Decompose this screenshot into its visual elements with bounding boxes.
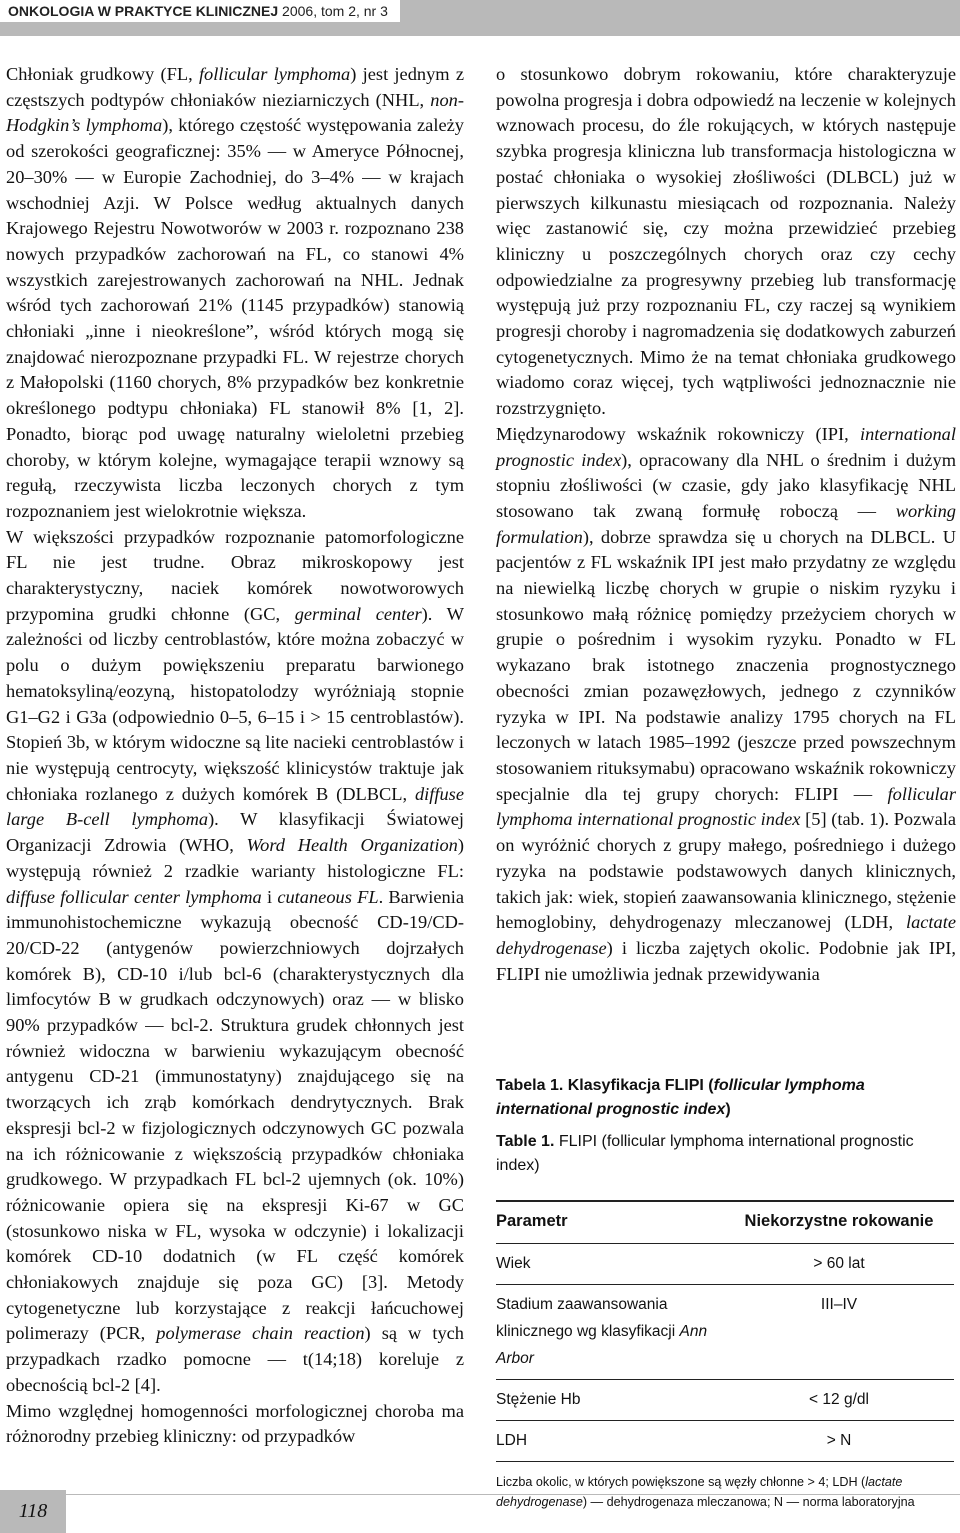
table-cell-value: < 12 g/dl (724, 1380, 954, 1421)
table-cell-value: > N (724, 1421, 954, 1462)
paragraph-pathology (6, 525, 464, 1399)
journal-issue: 2006, tom 2, nr 3 (282, 3, 388, 19)
text-run-italic: international prognostic index (496, 423, 956, 470)
caption-text: Klasyfikacja FLIPI ( (563, 1077, 714, 1094)
footnote-text: Liczba okolic, w których powiększone są węzły chłonne > 4; LDH ( (496, 1475, 866, 1489)
text-run-italic: cutaneous FL (277, 886, 379, 907)
cell-text: Stadium zaawansowania klinicznego wg klasyfikacji (496, 1296, 680, 1340)
cell-text: Stężenie Hb (496, 1391, 581, 1408)
text-run: W większości przypadków rozpoznanie patomorfologiczne FL nie jest trudne. Obraz mikroskopowy jest charakterystyczny, naciek komórek nowotworowych przypomina grudki chłonne (GC, (6, 526, 464, 624)
footer-rule (66, 1494, 960, 1495)
footnote-text-italic: lactate dehydrogenase (496, 1475, 903, 1509)
header-band (0, 0, 960, 36)
table-cell-parameter (496, 1285, 724, 1380)
table-caption-en (496, 1130, 954, 1178)
paragraph-prognosis: o stosunkowo dobrym rokowaniu, które charakteryzuje powolna progresja i dobra odpowiedź na leczenie w kolejnych wznowach procesu, do źle rokujących, w których następuje szybka progresja kliniczna lub transformacja histologiczna w postać chłoniaka o wysokiej złośliwości (DLBCL) już w pierwszych kilkunastu miesiącach od rozpoznania. Należy więc zastanowić się, czy można przewidzieć przebieg kliniczny u poszczególnych chorych oraz czy cechy odpowiedzialne za progresywny przebieg lub transformację występują już przy rozpoznaniu FL, czy raczej są wynikiem progresji choroby i nagromadzenia się dodatkowych zaburzeń cytogenetycznych. Mimo że na temat chłoniaka grudkowego wiadomo coraz więcej, tych wątpliwości jednoznacznie nie rozstrzygnięto. (496, 64, 956, 419)
column-header-value: Niekorzystne rokowanie (724, 1201, 954, 1244)
caption-text-italic: follicular lymphoma international prognostic index (496, 1077, 865, 1118)
text-run-italic: working formulation (496, 500, 956, 547)
text-run-italic: follicular lymphoma (198, 64, 351, 84)
cell-text: Wiek (496, 1255, 531, 1272)
text-run-italic: Word Health Organization (246, 835, 458, 856)
text-run: ) są w tych przypadkach rzadko pomocne — t(14;18) koreluje z obecnością bcl-2 [4]. (6, 1323, 464, 1395)
table-cell-value: III–IV (724, 1285, 954, 1380)
text-run: ) jest jednym z częstszych podtypów chłoniaków nieziarniczych (NHL, (6, 64, 464, 110)
paragraph-flipi (496, 422, 956, 987)
caption-text: ) (725, 1101, 731, 1118)
table-cell-parameter (496, 1244, 724, 1285)
table-row (496, 1244, 954, 1285)
text-run: [5] (tab. 1). Pozwala on wyróżnić chorych z grupy małego, pośredniego i dużego ryzyka na podstawie podstawowych danych klinicznych, takich jak: wiek, stopień zaawansowania klinicznego, stężenie hemoglobiny, dehydrogenazy mleczanowej (LDH, (496, 809, 957, 933)
text-run-italic: germinal center (294, 603, 422, 624)
column-header-parameter: Parametr (496, 1201, 724, 1244)
footnote-text: ) — dehydrogenaza mleczanowa; N — norma laboratoryjna (582, 1495, 915, 1509)
caption-label: Table 1. (496, 1133, 555, 1150)
table-cell-value: > 60 lat (724, 1244, 954, 1285)
table-row (496, 1380, 954, 1421)
page-number-box (0, 1490, 66, 1533)
text-run-italic: diffuse large B-cell lymphoma (6, 783, 464, 830)
paragraph-intro (6, 62, 464, 525)
text-run: ) występują również 2 rzadkie warianty histologiczne FL: (6, 835, 464, 881)
journal-header (0, 0, 400, 22)
text-run-italic: diffuse follicular center lymphoma (6, 886, 262, 907)
text-run: i (261, 886, 278, 907)
left-column (6, 62, 464, 1450)
page-number: 118 (18, 1500, 48, 1522)
text-run: ), którego częstość występowania zależy od szerokości geograficznej: 35% — w Ameryce Północnej, 20–30% — w Europie Zachodniej, do 3–4% — w krajach wschodniej Azji. W Polsce według aktualnych danych Krajowego Rejestru Nowotworów w 2003 r. rozpoznano 238 nowych przypadków zachorowań na FL, co stanowi 4% wszystkich zarejestrowanych zachorowań na NHL. Jednak wśród tych zachorowań 21% (1145 przypadków) stanowią chłoniaki „inne i nieokreślone”, wśród których mogą się znajdować nierozpoznane przypadki FL. W rejestrze chorych z Małopolski (1160 chorych, 8% przypadków bez konkretnie określonego podtypu chłoniaka) FL stanowił 8% [1, 2]. Ponadto, biorąc pod uwagę naturalny wieloletni przebieg choroby, w którym kolejne, wymagające terapii wznowy są regułą, rzeczywista liczba leczonych chorych z tym rozpoznaniem jest wielokrotnie większa. (6, 115, 464, 521)
cell-text: LDH (496, 1432, 528, 1449)
text-run: ), opracowany dla NHL o średnim i dużym stopniu złośliwości (w czasie, gdy jako klasyfikację NHL stosowano tak zwaną formułę roboczą — (496, 449, 956, 521)
table-caption-pl (496, 1074, 954, 1122)
text-run: ) i liczba zajętych okolic. Podobnie jak IPI, FLIPI nie umożliwia jednak przewidywania (496, 937, 956, 984)
text-run: ). W zależności od liczby centroblastów, które można zobaczyć w polu o dużym powiększeniu preparatu barwionego hematoksyliną/eozyną, histopatolodzy wyróżniają stopnie G1–G2 i G3a (odpowiednio 0–5, 6–15 i > 15 centroblastów). Stopień 3b, w którym widoczne są lite nacieki centroblastów i nie występują centrocyty, większość klinicystów traktuje jak chłoniaka rozlanego z dużych komórek B (DLBCL, (6, 603, 464, 804)
text-run: . Barwienia immunohistochemiczne wykazują obecność CD-19/CD-20/CD-22 (antygenów powierzchniowych dojrzałych komórek B), CD-10 i/lub bcl-6 (charakterystycznych dla limfocytów B w grudkach odczynowych) oraz — w blisko 90% przypadków — bcl-2. Struktura grudek chłonnych jest również widoczna w barwieniu wykazującym obecność antygenu CD-21 (immunostatyny) znajdującego się na tworzących ich zrąb komórkach dendrytycznych. Brak ekspresji bcl-2 w fizjologicznych odczynowych GC pozwala na ich różnicowanie z większością przypadków chłoniaka grudkowego. W przypadkach FL bcl-2 ujemnych (ok. 10%) różnicowanie opiera się na ekspresji Ki-67 w GC (stosunkowo niska w FL, wysoka w odczynie) i lokalizacji komórek CD-10 dodatnich (w FL część komórek chłoniakowych znajduje się poza GC) [3]. Metody cytogenetyczne lub korzystające z reakcji łańcuchowej polimerazy (PCR, (6, 886, 464, 1344)
table-header-row (496, 1201, 954, 1244)
cell-text-italic: Ann Arbor (496, 1323, 708, 1367)
table-flipi (496, 1074, 954, 1512)
table-row (496, 1285, 954, 1380)
caption-label: Tabela 1. (496, 1077, 564, 1094)
right-column (496, 62, 956, 987)
text-run-italic: polymerase chain reaction (156, 1323, 365, 1344)
paragraph-course: Mimo względnej homogenności morfologicznej choroba ma różnorodny przebieg kliniczny: od przypadków (6, 1400, 464, 1447)
text-run: Chłoniak grudkowy (FL, (6, 64, 199, 84)
flipi-table (496, 1200, 954, 1462)
text-run-italic: lactate dehydrogenase (496, 912, 956, 958)
journal-name: ONKOLOGIA W PRAKTYCE KLINICZNEJ (8, 3, 279, 19)
text-run: Międzynarodowy wskaźnik rokowniczy (IPI, (496, 423, 860, 444)
caption-text: FLIPI (follicular lymphoma international prognostic index) (496, 1133, 914, 1174)
table-cell-parameter (496, 1380, 724, 1421)
table-row (496, 1421, 954, 1462)
text-run-italic: non-Hodgkin’s lymphoma (6, 89, 464, 136)
text-run: ), dobrze sprawdza się u chorych na DLBCL. U pacjentów z FL wskaźnik IPI jest mało przydatny ze względu na niewielką liczbę chorych w grupie o niskim ryzyku i stosunkowo małą różnicę pomiędzy przeżyciem chorych w grupie o pośrednim i wysokim ryzyku. Ponadto w FL wykazano brak istotnego znaczenia prognostycznego obecności zmian pozawęzłowych, jednego z czynników ryzyka w IPI. Na podstawie analizy 1795 chorych na FL leczonych w latach 1985–1992 (jeszcze przed powszechnym stosowaniem rituksymabu) opracowano wskaźnik rokowniczy specjalnie dla tej grupy chorych: FLIPI — (496, 526, 956, 804)
text-run: ). W klasyfikacji Światowej Organizacji Zdrowia (WHO, (6, 809, 465, 856)
table-cell-parameter (496, 1421, 724, 1462)
table-footnote (496, 1472, 954, 1512)
text-run-italic: follicular lymphoma international prognostic index (496, 783, 956, 830)
